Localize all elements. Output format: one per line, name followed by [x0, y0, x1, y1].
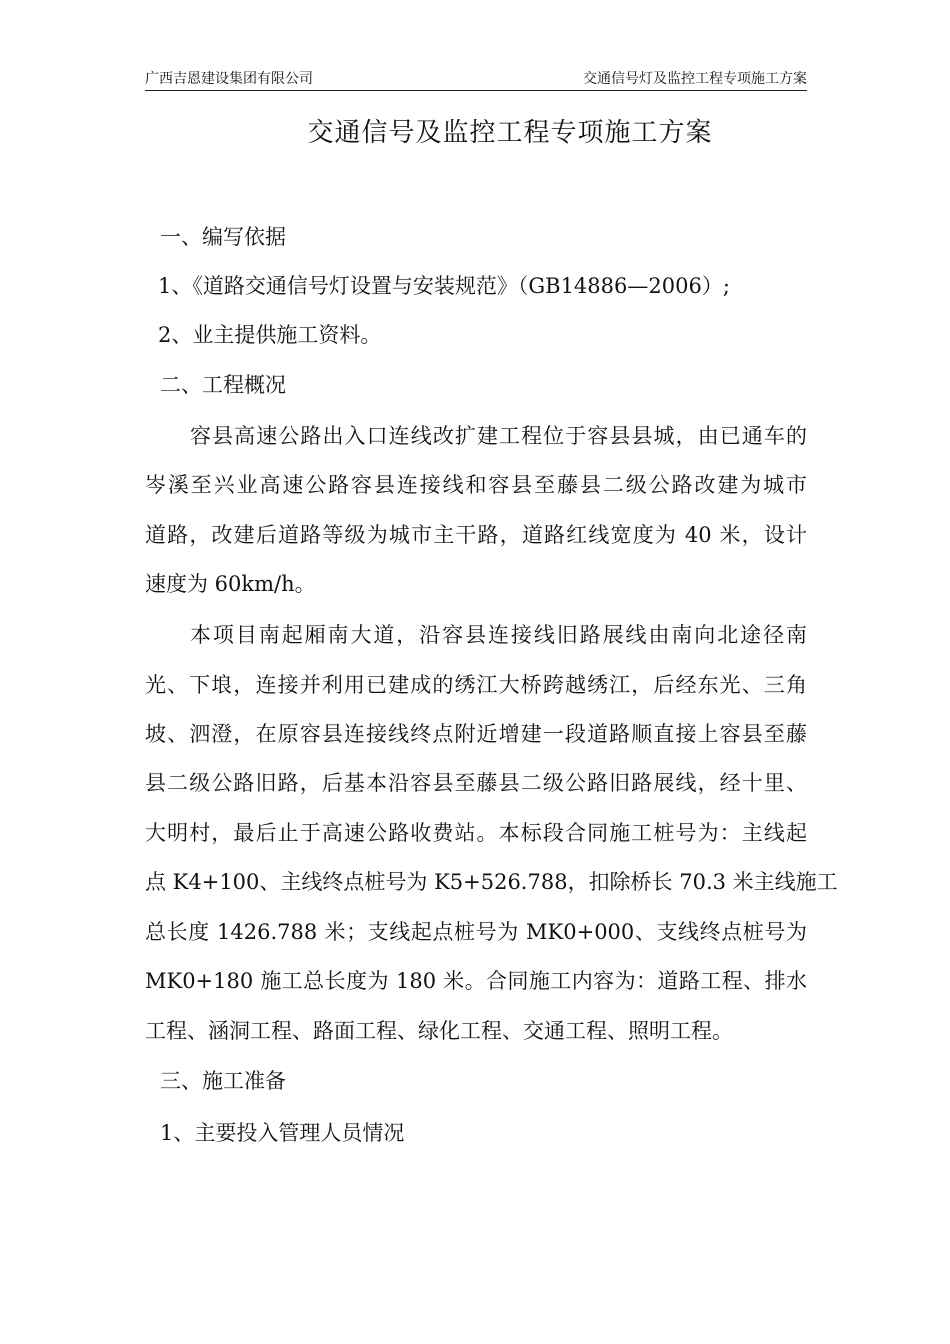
paragraph-line: 大明村，最后止于高速公路收费站。本标段合同施工桩号为：主线起 — [145, 821, 807, 845]
paragraph-line: 工程、涵洞工程、路面工程、绿化工程、交通工程、照明工程。 — [145, 1019, 733, 1043]
paragraph-line: MK0+180 施工总长度为 180 米。合同施工内容为：道路工程、排水 — [145, 969, 807, 993]
paragraph-line: 坡、泗澄，在原容县连接线终点附近增建一段道路顺直接上容县至藤 — [145, 722, 807, 746]
paragraph-line: 总长度 1426.788 米；支线起点桩号为 MK0+000、支线终点桩号为 — [145, 920, 807, 944]
paragraph-line: 本项目南起厢南大道，沿容县连接线旧路展线由南向北途径南 — [190, 623, 807, 647]
header-doc-title: 交通信号灯及监控工程专项施工方案 — [583, 71, 807, 87]
paragraph-line: 点 K4+100、主线终点桩号为 K5+526.788，扣除桥长 70.3 米主线施工 — [145, 870, 838, 894]
paragraph-line: 县二级公路旧路，后基本沿容县至藤县二级公路旧路展线，经十里、 — [145, 771, 807, 795]
paragraph-line: 光、下埌，连接并利用已建成的绣江大桥跨越绣江，后经东光、三角 — [145, 673, 807, 697]
basis-item-2: 2、业主提供施工资料。 — [158, 323, 382, 347]
page-header — [145, 68, 807, 91]
preparation-item-1: 1、主要投入管理人员情况 — [160, 1121, 405, 1145]
section-heading-basis: 一、编写依据 — [160, 225, 286, 249]
paragraph-line: 速度为 60km/h。 — [145, 572, 316, 596]
header-company: 广西吉恩建设集团有限公司 — [145, 71, 313, 87]
document-title: 交通信号及监控工程专项施工方案 — [307, 118, 713, 148]
paragraph-line: 容县高速公路出入口连线改扩建工程位于容县县城，由已通车的 — [190, 424, 807, 448]
basis-item-1: 1、《道路交通信号灯设置与安装规范》（GB14886—2006）; — [158, 274, 730, 298]
section-heading-overview: 二、工程概况 — [160, 373, 286, 397]
section-heading-preparation: 三、施工准备 — [160, 1069, 286, 1093]
paragraph-line: 道路，改建后道路等级为城市主干路，道路红线宽度为 40 米，设计 — [145, 523, 807, 547]
paragraph-line: 岑溪至兴业高速公路容县连接线和容县至藤县二级公路改建为城市 — [145, 473, 807, 497]
